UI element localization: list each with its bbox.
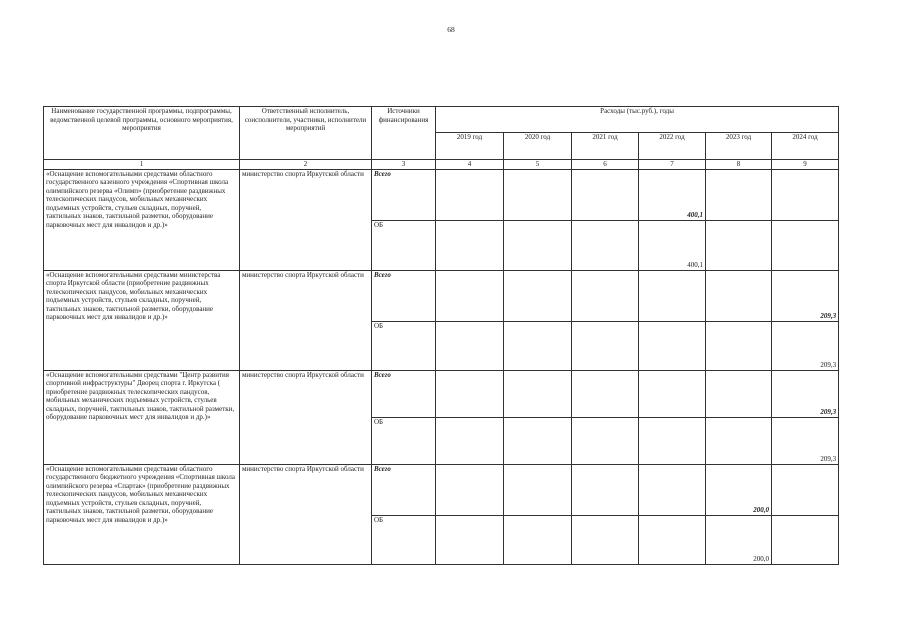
table-row — [44, 270, 839, 321]
value-cell — [436, 321, 504, 370]
value-cell — [639, 515, 706, 564]
value-cell: 209,3 — [772, 321, 839, 370]
value-cell — [706, 417, 772, 464]
value-cell: 400,1 — [639, 220, 706, 270]
table-row — [44, 464, 839, 515]
value-cell — [772, 515, 839, 564]
value-cell — [706, 321, 772, 370]
value-cell — [572, 169, 639, 220]
value-cell — [572, 270, 639, 321]
value-cell — [436, 370, 504, 417]
source-total-label: Всего — [372, 169, 436, 220]
column-number: 4 — [436, 160, 504, 170]
header-year: 2024 год — [772, 133, 839, 160]
value-cell — [639, 270, 706, 321]
source-total-label: Всего — [372, 464, 436, 515]
value-cell — [706, 270, 772, 321]
value-cell — [706, 169, 772, 220]
value-cell — [572, 220, 639, 270]
value-cell: 400,1 — [639, 169, 706, 220]
header-expenses: Расходы (тыс.руб.), годы — [436, 107, 839, 133]
budget-table — [43, 106, 839, 565]
column-number: 3 — [372, 160, 436, 170]
measure-executor: министерство спорта Иркутской области — [240, 169, 372, 270]
value-cell — [572, 417, 639, 464]
column-number: 8 — [706, 160, 772, 170]
value-cell — [572, 515, 639, 564]
value-cell — [706, 370, 772, 417]
value-cell — [772, 464, 839, 515]
measure-executor: министерство спорта Иркутской области — [240, 270, 372, 370]
value-cell — [639, 321, 706, 370]
header-year: 2022 год — [639, 133, 706, 160]
header-year: 2021 год — [572, 133, 639, 160]
value-cell — [639, 370, 706, 417]
header-year: 2020 год — [504, 133, 572, 160]
source-ob-label: ОБ — [372, 417, 436, 464]
page-number: 68 — [447, 25, 455, 34]
value-cell — [504, 370, 572, 417]
column-number: 2 — [240, 160, 372, 170]
measure-description: «Оснащение вспомогательными средствами областного государственного бюджетного учреждения «Спортивная школа олимпийского резерва «Спартак» (приобретение раздвижных телескопических пандусов, мобильных механических подъемных устройств, стульев складных, поручней, тактильных знаков, тактильной разметки, оборудование парковочных мест для инвалидов и др.)» — [44, 464, 240, 564]
value-cell — [504, 321, 572, 370]
column-number: 5 — [504, 160, 572, 170]
measure-description: «Оснащение вспомогательными средствами министерства спорта Иркутской области (приобретение раздвижных телескопических пандусов, мобильных механических подъемных устройств, стульев складных, поручней, тактильных знаков, тактильной разметки, оборудование парковочных мест для инвалидов и др.)» — [44, 270, 240, 370]
value-cell: 209,3 — [772, 270, 839, 321]
source-ob-label: ОБ — [372, 220, 436, 270]
value-cell — [772, 220, 839, 270]
header-year: 2019 год — [436, 133, 504, 160]
value-cell — [504, 270, 572, 321]
header-executor: Ответственный исполнитель, соисполнители, участники, исполнители мероприятий — [240, 107, 372, 160]
value-cell: 209,3 — [772, 417, 839, 464]
value-cell: 209,3 — [772, 370, 839, 417]
value-cell — [436, 417, 504, 464]
header-name: Наименование государственной программы, подпрограммы, ведомственной целевой программы, основного мероприятия, мероприятия — [44, 107, 240, 160]
source-ob-label: ОБ — [372, 321, 436, 370]
value-cell — [772, 169, 839, 220]
value-cell: 200,0 — [706, 464, 772, 515]
measure-executor: министерство спорта Иркутской области — [240, 370, 372, 464]
header-year: 2023 год — [706, 133, 772, 160]
table-row — [44, 370, 839, 417]
column-number: 7 — [639, 160, 706, 170]
value-cell — [436, 220, 504, 270]
value-cell — [504, 220, 572, 270]
value-cell — [572, 370, 639, 417]
value-cell — [639, 417, 706, 464]
column-number: 1 — [44, 160, 240, 170]
source-total-label: Всего — [372, 270, 436, 321]
value-cell — [572, 464, 639, 515]
column-number: 9 — [772, 160, 839, 170]
column-number: 6 — [572, 160, 639, 170]
value-cell — [639, 464, 706, 515]
value-cell — [436, 270, 504, 321]
source-ob-label: ОБ — [372, 515, 436, 564]
value-cell — [504, 169, 572, 220]
value-cell — [504, 464, 572, 515]
value-cell — [436, 169, 504, 220]
header-sources: Источники финансирования — [372, 107, 436, 160]
value-cell — [436, 464, 504, 515]
value-cell: 200,0 — [706, 515, 772, 564]
table-row — [44, 169, 839, 220]
value-cell — [504, 515, 572, 564]
measure-executor: министерство спорта Иркутской области — [240, 464, 372, 564]
measure-description: «Оснащение вспомогательными средствами "Центр развития спортивной инфраструктуры" Дворец спорта г. Иркутска ( приобретение раздвижных телескопических пандусов, мобильных механических подъемных устройств, стульев складных, поручней, тактильных знаков, тактильной разметки, оборудование парковочных мест для инвалидов и др.)» — [44, 370, 240, 464]
value-cell — [436, 515, 504, 564]
value-cell — [504, 417, 572, 464]
value-cell — [572, 321, 639, 370]
measure-description: «Оснащение вспомогательными средствами областного государственного казенного учреждения «Спортивная школа олимпийского резерва «Олимп» (приобретение раздвижных телескопических пандусов, мобильных механических подъемных устройств, стульев складных, поручней, тактильных знаков, тактильной разметки, оборудование парковочных мест для инвалидов и др.)» — [44, 169, 240, 270]
value-cell — [706, 220, 772, 270]
source-total-label: Всего — [372, 370, 436, 417]
